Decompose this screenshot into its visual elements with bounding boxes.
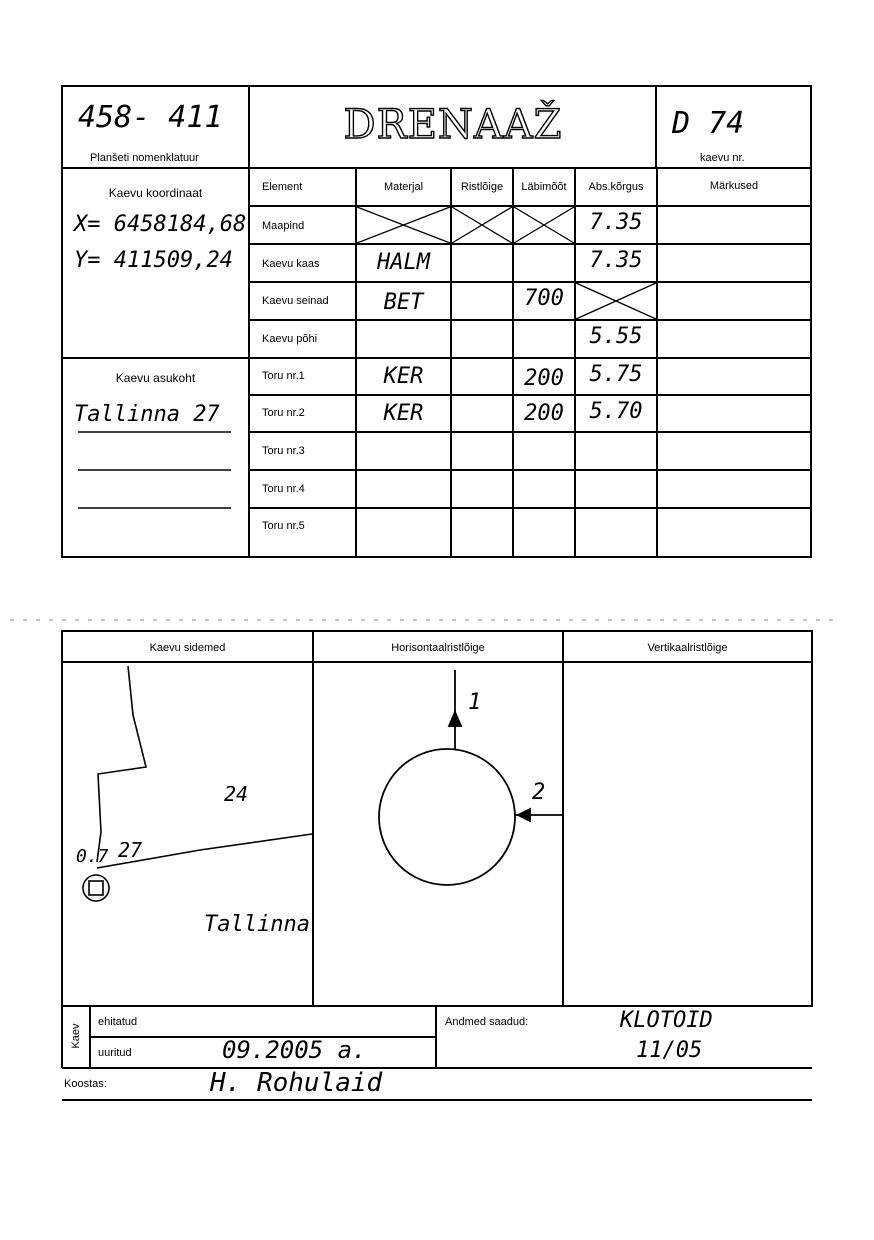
row-material: KER (383, 401, 424, 426)
row-abs-height: 5.55 (589, 324, 643, 349)
well-number-label: kaevu nr. (700, 152, 745, 164)
row-element: Kaevu seinad (262, 295, 329, 307)
sketch-offset: 0.7 (76, 846, 109, 867)
row-material: KER (383, 364, 424, 389)
row-abs-height: 7.35 (589, 248, 643, 273)
well-number: D 74 (672, 106, 745, 141)
row-element: Toru nr.5 (262, 520, 305, 532)
row-diameter: 200 (524, 366, 564, 391)
page-title: DRENAAŽ (343, 102, 563, 148)
built-label: ehitatud (98, 1016, 138, 1028)
row-element: Toru nr.2 (262, 407, 305, 419)
header-notes: Märkused (709, 180, 759, 192)
coordinate-y: Y= 411509,24 (74, 248, 233, 273)
header-abs-height: Abs.kõrgus (588, 181, 644, 193)
row-element: Kaevu põhi (262, 333, 318, 345)
location-label: Kaevu asukoht (115, 371, 196, 385)
row-abs-height: 7.35 (589, 210, 643, 235)
row-element: Kaevu kaas (262, 258, 320, 270)
pipe-label-1: 1 (468, 690, 482, 715)
coordinate-x: X= 6458184,68 (74, 212, 247, 237)
sketch-number-24: 24 (224, 782, 249, 806)
header-vertical-section: Vertikaalristlõige (647, 642, 728, 654)
compiled-by: H. Rohulaid (210, 1068, 383, 1098)
row-abs-height: 5.75 (589, 362, 643, 387)
surveyed-label: uuritud (98, 1047, 132, 1059)
surveyed-value: 09.2005 a. (222, 1036, 367, 1064)
coordinates-label: Kaevu koordinaat (108, 186, 203, 200)
row-diameter: 700 (524, 286, 564, 311)
data-date: 11/05 (636, 1038, 703, 1063)
row-abs-height: 5.70 (589, 399, 643, 424)
row-material: BET (383, 290, 424, 315)
sheet-label: Planšeti nomenklatuur (90, 152, 199, 164)
row-element: Toru nr.3 (262, 445, 305, 457)
header-horizontal-section: Horisontaalristlõige (391, 642, 485, 654)
location-value: Tallinna 27 (74, 402, 220, 427)
sketch-street: Tallinna (204, 912, 310, 937)
sketch-number-27: 27 (118, 838, 143, 862)
header-cross-section: Ristlõige (460, 181, 504, 193)
pipe-label-2: 2 (532, 780, 546, 805)
sheet-number: 458- 411 (78, 100, 223, 135)
side-label: Kaev (70, 1023, 82, 1049)
row-element: Toru nr.4 (262, 483, 305, 495)
connection-sketch (83, 666, 312, 901)
data-source-label: Andmed saadud: (445, 1016, 529, 1028)
row-element: Toru nr.1 (262, 370, 305, 382)
compiled-label: Koostas: (64, 1078, 107, 1090)
header-connections: Kaevu sidemed (149, 642, 226, 654)
row-material: HALM (377, 250, 430, 275)
data-source: KLOTOID (620, 1008, 713, 1033)
row-element: Maapind (262, 220, 305, 232)
header-material: Materjal (383, 181, 424, 193)
header-diameter: Läbimõõt (521, 181, 567, 193)
header-element: Element (262, 181, 303, 193)
row-diameter: 200 (524, 401, 564, 426)
